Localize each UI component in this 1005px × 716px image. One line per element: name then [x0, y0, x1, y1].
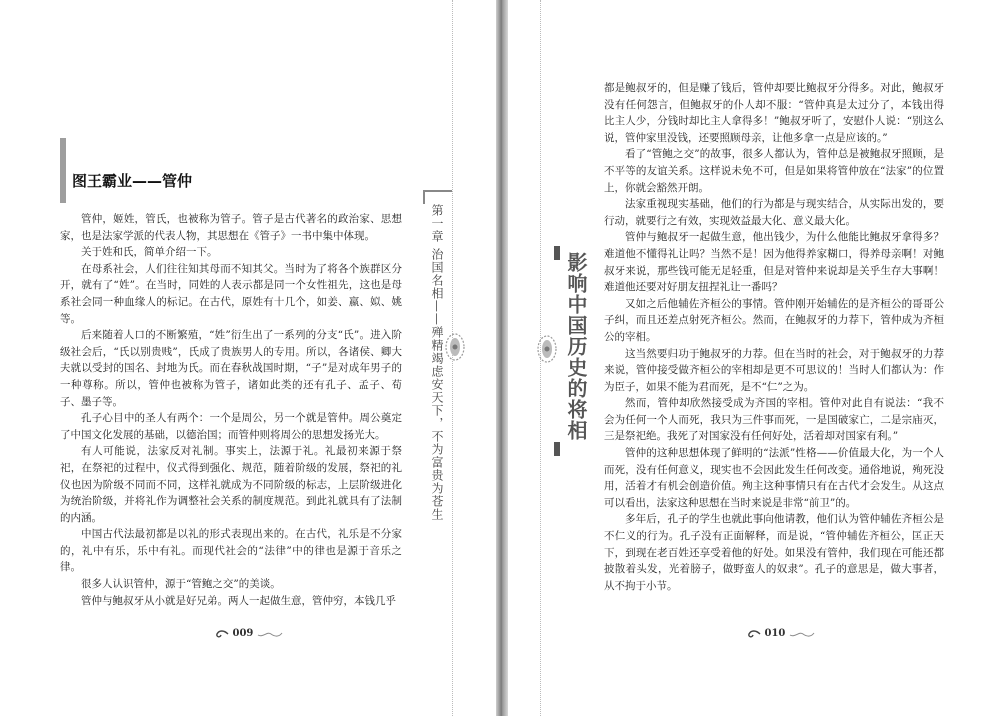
paragraph: 看了“管鲍之交”的故事，很多人都认为，管仲总是被鲍叔牙照顾，是不平等的友谊关系。这样说未免不可，但是如果将管仲放在“法家”的位置上，你就会豁然开朗。: [604, 148, 944, 194]
paragraph: 管仲，姬姓，管氏，也被称为管子。管子是古代著名的政治家、思想家，也是法家学派的代表人物，其思想在《管子》一书中集中体现。: [60, 213, 402, 242]
paragraph: 管仲与鲍叔牙从小就是好兄弟。两人一起做生意，管仲穷，本钱几乎: [81, 594, 396, 607]
paragraph: 孔子心目中的圣人有两个：一个是周公，另一个就是管仲。周公奠定了中国文化发展的基础，以德治国；而管仲则将周公的思想发扬光大。: [60, 412, 402, 441]
paragraph: 中国古代法最初都是以礼的形式表现出来的。在古代，礼乐是不分家的，礼中有乐，乐中有礼。而现代社会的“法律”中的律也是源于音乐之律。: [60, 528, 402, 574]
page-number-text: 009: [232, 628, 254, 639]
swirl-ornament-icon: [257, 629, 283, 639]
section-title: 图王霸业——管仲: [72, 172, 193, 190]
title-accent-bar: [554, 442, 560, 456]
paragraph: 后来随着人口的不断繁殖，“姓”衍生出了一系列的分支“氏”。进入阶级社会后，“氏以别贵贱”，氏成了贵族男人的专用。所以，各诸侯、卿大夫就以受封的国名、封地为氏。而在春秋战国时期，“子”是对成年男子的一种尊称。所以，管仲也被称为管子，诸如此类的还有孔子、孟子、荀子、墨子等。: [60, 329, 402, 408]
swirl-ornament-icon: [215, 629, 229, 639]
book-spine: [496, 0, 508, 716]
left-body-text: [60, 211, 402, 609]
paragraph: 法家重视现实基础，他们的行为都是与现实结合，从实际出发的，要行动，就要行之有效，实现效益最大化、意义最大化。: [604, 198, 944, 227]
right-body-text: [604, 80, 944, 594]
swirl-ornament-icon: [789, 629, 815, 639]
paragraph: 这当然要归功于鲍叔牙的力荐。但在当时的社会，对于鲍叔牙的力荐来说，管仲接受做齐桓公的宰相却是更不可思议的！当时人们都认为：作为臣子，如果不能为君而死，是不“仁”之为。: [604, 347, 944, 393]
page-number-text: 010: [764, 628, 786, 639]
floral-ornament-icon: [536, 334, 558, 364]
paragraph: 又如之后他辅佐齐桓公的事情。管仲刚开始辅佐的是齐桓公的哥哥公子纠，而且还差点射死齐桓公。然而，在鲍叔牙的力荐下，管仲成为齐桓公的宰相。: [604, 297, 944, 343]
paragraph: 关于姓和氏，简单介绍一下。: [81, 246, 218, 259]
swirl-ornament-icon: [747, 629, 761, 639]
paragraph: 很多人认识管仲，源于“管鲍之交”的美谈。: [81, 578, 281, 591]
side-tab-bracket: [423, 190, 452, 204]
paragraph: 都是鲍叔牙的，但是赚了钱后，管仲却要比鲍叔牙分得多。对此，鲍叔牙没有任何怨言，但鲍叔牙的仆人却不服：“管仲真是太过分了，本钱出得比主人少，分钱时却比主人拿得多！”鲍叔牙听了，安慰仆人说：“别这么说，管仲家里没钱，还要照顾母亲，让他多拿一点是应该的。”: [604, 82, 944, 144]
paragraph: 然而，管仲却欣然接受成为齐国的宰相。管仲对此自有说法：“我不会为任何一个人而死，我只为三件事而死，一是国破家亡，二是宗庙灭，三是祭祀绝。我死了对国家没有任何好处，活着却对国家有利。”: [604, 397, 944, 443]
book-title-text: 影响中国历史的将相: [564, 252, 588, 441]
title-accent-bar: [554, 246, 560, 260]
paragraph: 有人可能说，法家反对礼制。事实上，法源于礼。礼最初来源于祭祀，在祭祀的过程中，仪式得到强化、规范，随着阶级的发展，祭祀的礼仪也因为阶级不同而不同，这样礼就成为不同阶级的标志，上层阶级进化为统治阶级，并将礼作为调整社会关系的制度规范。到此礼就具有了法制的内涵。: [60, 445, 402, 524]
paragraph: 在母系社会，人们往往知其母而不知其父。当时为了将各个族群区分开，就有了“姓”。在当时，同姓的人表示都是同一个女性祖先，这也是母系社会同一种血缘人的标记。在古代，原姓有十几个，如姜、嬴、姒、姚等。: [60, 262, 402, 325]
paragraph: 管仲的这种思想体现了鲜明的“法派”性格——价值最大化，为一个人而死，没有任何意义，现实也不会因此发生任何改变。通俗地说，殉死没用，活着才有机会创造价值。殉主这种事情只有在古代才会发生。从这点可以看出，法家这种思想在当时来说是非常“前卫”的。: [604, 447, 944, 509]
paragraph: 多年后，孔子的学生也就此事向他请教，他们认为管仲辅佐齐桓公是不仁义的行为。孔子没有正面解释，而是说，“管仲辅佐齐桓公，匡正天下，到现在老百姓还享受着他的好处。如果没有管仲，我们现在可能还都披散着头发，光着膀子，做野蛮人的奴隶”。孔子的意思是，做大事者，从不拘于小节。: [604, 513, 944, 592]
page-number-left: [215, 628, 283, 639]
page-number-right: [747, 628, 815, 639]
floral-ornament-icon: [444, 332, 466, 362]
title-accent-bar: [60, 138, 66, 203]
chapter-side-tab-text: 第一章 治国名相——殚精竭虑安天下，不为富贵为苍生: [430, 204, 444, 521]
paragraph: 管仲与鲍叔牙一起做生意，他出钱少，为什么他能比鲍叔牙拿得多？难道他不懂得礼让吗？当然不是！因为他得养家糊口，得养母亲啊！对鲍叔牙来说，那些钱可能无足轻重，但是对管仲来说却是关乎生存大事啊！难道他还要对好朋友扭捏礼让一番吗？: [604, 231, 944, 294]
